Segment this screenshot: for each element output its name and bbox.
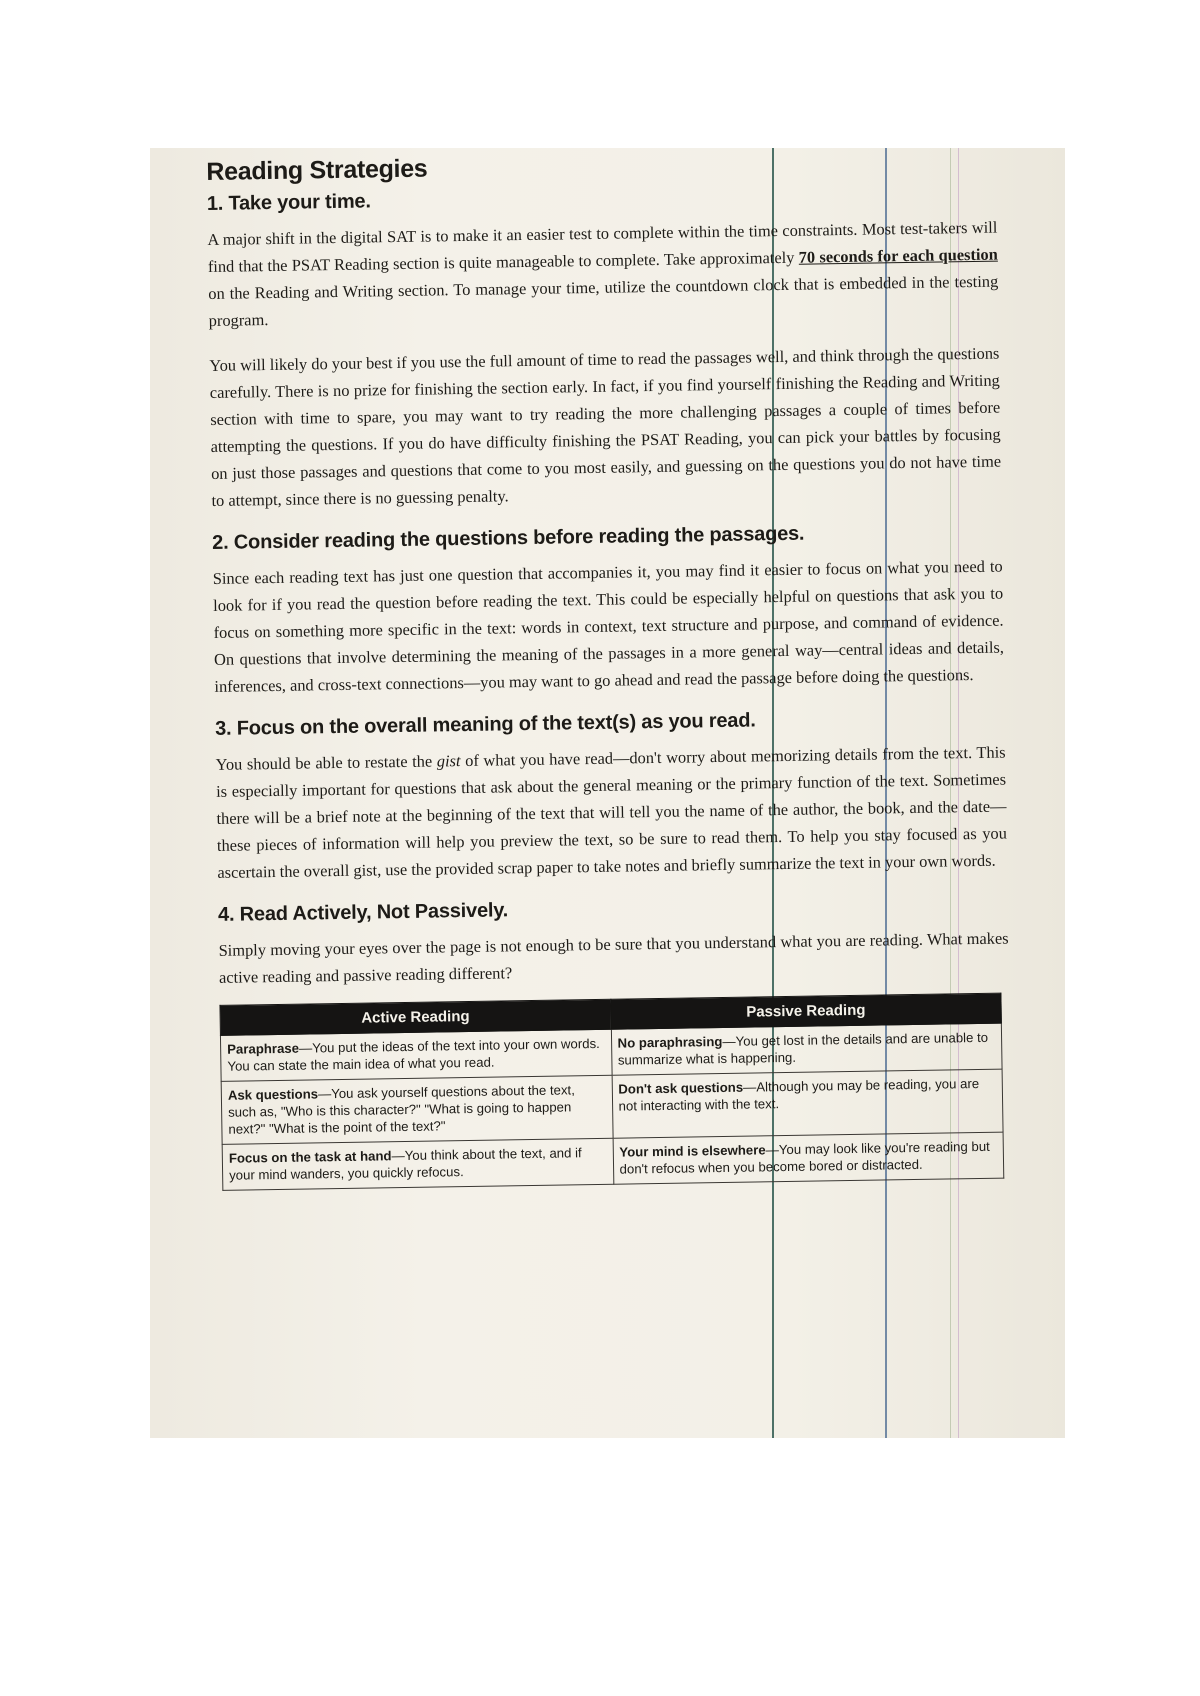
paragraph: Since each reading text has just one question that accompanies it, you may find it easier to focus on what you need to look for if you read the question before reading the text. This could be especially helpful on questions that ask you to focus on something more specific in the text: words in context, text structure and purpose, and command of evidence. On questions that involve determining the meaning of the passages in a more general way—central ideas and details, inferences, and cross-text connections—you may want to go ahead and read the passage before doing the questions.	[212, 556, 1005, 696]
emphasis-text: 70 seconds for each question	[798, 244, 998, 267]
table-cell: Your mind is elsewhere—You may look like you're reading but don't refocus when you become bored or distracted.	[613, 1132, 1004, 1184]
table-cell: Don't ask questions—Although you may be reading, you are not interacting with the text.	[612, 1069, 1003, 1138]
section-heading: 4. Read Actively, Not Passively.	[217, 899, 509, 926]
table-cell: Ask questions—You ask yourself questions about the text, such as, "Who is this character?" "What is going to happen next?" "What is the point of the text?"	[221, 1075, 612, 1144]
section-take-your-time	[207, 181, 1002, 514]
column-header: Passive Reading	[610, 993, 1001, 1029]
section-read-actively	[218, 891, 1012, 1190]
page-content	[206, 148, 1012, 1203]
section-heading: 2. Consider reading the questions before reading the passages.	[212, 522, 805, 554]
table-cell: Paraphrase—You put the ideas of the text into your own words. You can state the main idea of what you read.	[220, 1029, 611, 1081]
reading-comparison-table	[219, 993, 1004, 1191]
table-cell: No paraphrasing—You get lost in the details and are unable to summarize what is happening.	[611, 1023, 1002, 1075]
section-heading: 1. Take your time.	[206, 190, 371, 215]
scanned-page	[150, 148, 1065, 1438]
italic-text: gist	[436, 751, 461, 771]
section-heading: 3. Focus on the overall meaning of the text(s) as you read.	[214, 709, 756, 740]
section-overall-meaning	[215, 706, 1008, 886]
paragraph: A major shift in the digital SAT is to make it an easier test to complete within the time constraints. Most test-takers will find that the PSAT Reading section is quite manageable to complete. Take approximately 70 seconds for each question on the Reading and Writing section. To manage your time, utilize the countdown clock that is embedded in the testing program.	[207, 217, 999, 330]
section-read-questions-first	[212, 520, 1005, 700]
page-title: Reading Strategies	[206, 154, 428, 186]
table-cell: Focus on the task at hand—You think about the text, and if your mind wanders, you quickly refocus.	[222, 1138, 613, 1190]
column-header: Active Reading	[220, 999, 611, 1035]
paragraph: You should be able to restate the gist of what you have read—don't worry about memorizing details from the text. This is especially important for questions that ask about the general meaning or the primary function of the text. Sometimes there will be a brief note at the beginning of the text that will tell you the name of the author, the book, and the date—these pieces of information will help you preview the text, so be sure to read them. To help you stay focused as you ascertain the overall gist, use the provided scrap paper to take notes and briefly summarize the text in your own words.	[215, 742, 1008, 882]
paragraph: Simply moving your eyes over the page is not enough to be sure that you understand what you are reading. What makes active reading and passive reading different?	[218, 928, 1009, 987]
paragraph: You will likely do your best if you use the full amount of time to read the passages well, and think through the questions carefully. There is no prize for finishing the section early. In fact, if you find yourself finishing the Reading and Writing section with time to spare, you may want to try reading the more challenging passages a couple of times before attempting the questions. If you do have difficulty finishing the PSAT Reading, you can pick your battles by focusing on just those passages and questions that come to you most easily, and guessing on the questions you do not have time to attempt, since there is no guessing penalty.	[209, 343, 1002, 510]
